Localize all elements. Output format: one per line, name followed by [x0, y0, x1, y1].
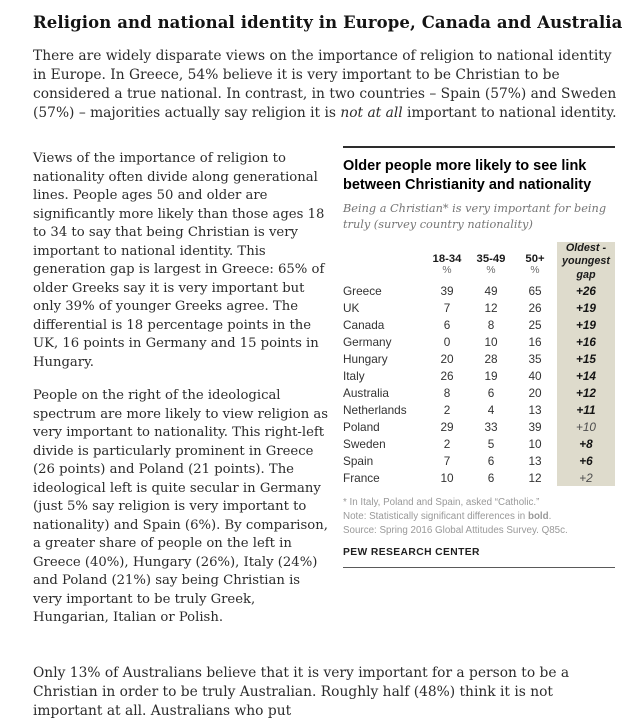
table-row: [343, 367, 615, 384]
value-18-34: 8: [443, 385, 451, 400]
value-35-49: 33: [484, 419, 498, 434]
paragraph-ideological: People on the right of the ideological spectrum are more likely to view religion as very important to nationality. This right-left divide is particularly prominent in Greece (26 points) and Poland (21 points). The ideological left is quite secular in Germany (just 5% say religion is very important to nationality) and Spain (6%). By comparison, a greater share of people on the left in Greece (40%), Hungary (26%), Italy (24%) and Poland (21%) say being Christian is very important to be truly Greek, Hungarian, Italian or Polish.: [33, 388, 329, 625]
value-35-49: 12: [484, 300, 498, 315]
footnote-note: [343, 510, 615, 524]
gap-value: +10: [557, 418, 615, 435]
value-35-49: 5: [487, 436, 495, 451]
gap-value: +8: [557, 435, 615, 452]
country-label: Sweden: [343, 436, 386, 451]
value-35-49: 6: [487, 470, 495, 485]
value-50plus: 12: [528, 470, 542, 485]
footnote-source: Source: Spring 2016 Global Attitudes Survey. Q85c.: [343, 524, 568, 536]
unit-label: %: [442, 265, 452, 277]
table-row: [343, 384, 615, 401]
gap-value: +2: [557, 469, 615, 486]
intro-text-end: important to national identity.: [402, 105, 617, 121]
value-35-49: 4: [487, 402, 495, 417]
chart-card: [343, 146, 615, 568]
value-35-49: 19: [484, 368, 498, 383]
body-text-column: [33, 146, 329, 643]
chart-subtitle: Being a Christian* is very important for being truly (survey country nationality): [343, 202, 607, 231]
data-table: [343, 242, 615, 486]
footnote-note-period: .: [548, 511, 552, 523]
table-row: [343, 299, 615, 316]
value-18-34: 26: [440, 368, 454, 383]
value-35-49: 10: [484, 334, 498, 349]
page-title: Religion and national identity in Europe, Canada and Australia: [33, 13, 623, 32]
table-row: [343, 350, 615, 367]
value-50plus: 25: [528, 317, 542, 332]
gap-value: +19: [557, 316, 615, 333]
value-18-34: 2: [443, 402, 451, 417]
chart-title: Older people more likely to see link between Christianity and nationality: [343, 158, 592, 193]
value-18-34: 20: [440, 351, 454, 366]
two-column-layout: [33, 146, 619, 643]
col-header-50plus: 50+: [525, 253, 545, 266]
country-label: Poland: [343, 419, 380, 434]
table-body: [343, 282, 615, 486]
value-18-34: 29: [440, 419, 454, 434]
chart-footnotes: [343, 496, 615, 538]
pew-research-center-label: PEW RESEARCH CENTER: [343, 546, 480, 558]
table-row: [343, 282, 615, 299]
header-spacer: [343, 242, 425, 265]
paragraph-generational: Views of the importance of religion to nationality often divide along generational lines. People ages 50 and older are significantly more likely than those ages 18 to 34 to say that being Christian is very important to national identity. This generation gap is largest in Greece: 65% of older Greeks say it is very important but only 39% of younger Greeks agree. The differential is 18 percentage points in the UK, 16 points in Germany and 15 points in Hungary.: [33, 151, 325, 370]
footnote-asterisk: * In Italy, Poland and Spain, asked “Catholic.”: [343, 497, 540, 509]
table-row: [343, 435, 615, 452]
value-50plus: 10: [528, 436, 542, 451]
unit-label: %: [530, 265, 540, 277]
intro-emphasis: not at all: [340, 105, 403, 121]
country-label: Spain: [343, 453, 374, 468]
value-50plus: 16: [528, 334, 542, 349]
unit-label: %: [486, 265, 496, 277]
table-row: [343, 316, 615, 333]
country-label: Italy: [343, 368, 365, 383]
value-50plus: 40: [528, 368, 542, 383]
value-35-49: 49: [484, 283, 498, 298]
footnote-note-text: Note: Statistically significant differences in: [343, 511, 528, 523]
country-label: Hungary: [343, 351, 388, 366]
table-row: [343, 401, 615, 418]
country-label: UK: [343, 300, 360, 315]
header-row: [343, 242, 615, 265]
value-18-34: 7: [443, 453, 451, 468]
value-18-34: 6: [443, 317, 451, 332]
value-50plus: 20: [528, 385, 542, 400]
country-label: France: [343, 470, 380, 485]
gap-value: +11: [557, 401, 615, 418]
value-50plus: 65: [528, 283, 542, 298]
table-row: [343, 333, 615, 350]
country-label: Germany: [343, 334, 392, 349]
value-18-34: 39: [440, 283, 454, 298]
table-row: [343, 452, 615, 469]
value-35-49: 6: [487, 385, 495, 400]
value-50plus: 26: [528, 300, 542, 315]
country-label: Canada: [343, 317, 385, 332]
col-header-oldest-youngest-gap: Oldest - youngest gap: [557, 242, 615, 282]
value-18-34: 0: [443, 334, 451, 349]
value-50plus: 13: [528, 453, 542, 468]
col-header-35-49: 35-49: [476, 253, 506, 266]
value-18-34: 10: [440, 470, 454, 485]
unit-spacer: [343, 265, 425, 282]
value-50plus: 35: [528, 351, 542, 366]
country-label: Greece: [343, 283, 382, 298]
country-label: Netherlands: [343, 402, 407, 417]
value-50plus: 39: [528, 419, 542, 434]
value-35-49: 8: [487, 317, 495, 332]
value-18-34: 7: [443, 300, 451, 315]
gap-value: +12: [557, 384, 615, 401]
gap-value: +15: [557, 350, 615, 367]
value-18-34: 2: [443, 436, 451, 451]
gap-value: +6: [557, 452, 615, 469]
table-row: [343, 418, 615, 435]
table-row: [343, 469, 615, 486]
value-50plus: 13: [528, 402, 542, 417]
intro-paragraph: [33, 47, 621, 123]
gap-value: +16: [557, 333, 615, 350]
country-label: Australia: [343, 385, 389, 400]
gap-value: +26: [557, 282, 615, 299]
gap-value: +14: [557, 367, 615, 384]
footnote-note-bold: bold: [527, 511, 549, 523]
intro-text-start: There are widely disparate views on the importance of religion to national identity in Europe. In Greece, 54% believe it is very important to be Christian to be considered a true national. In contrast, in two countries – Spain (57%) and Sweden (57%) – majorities actually say religion it is: [33, 48, 617, 121]
gap-value: +19: [557, 299, 615, 316]
value-35-49: 6: [487, 453, 495, 468]
closing-paragraph: Only 13% of Australians believe that it is very important for a person to be a Christian in order to be truly Australian. Roughly half (48%) think it is not important at all. Australians who put: [33, 664, 570, 719]
value-35-49: 28: [484, 351, 498, 366]
table-header: [343, 242, 615, 282]
col-header-18-34: 18-34: [432, 253, 462, 266]
